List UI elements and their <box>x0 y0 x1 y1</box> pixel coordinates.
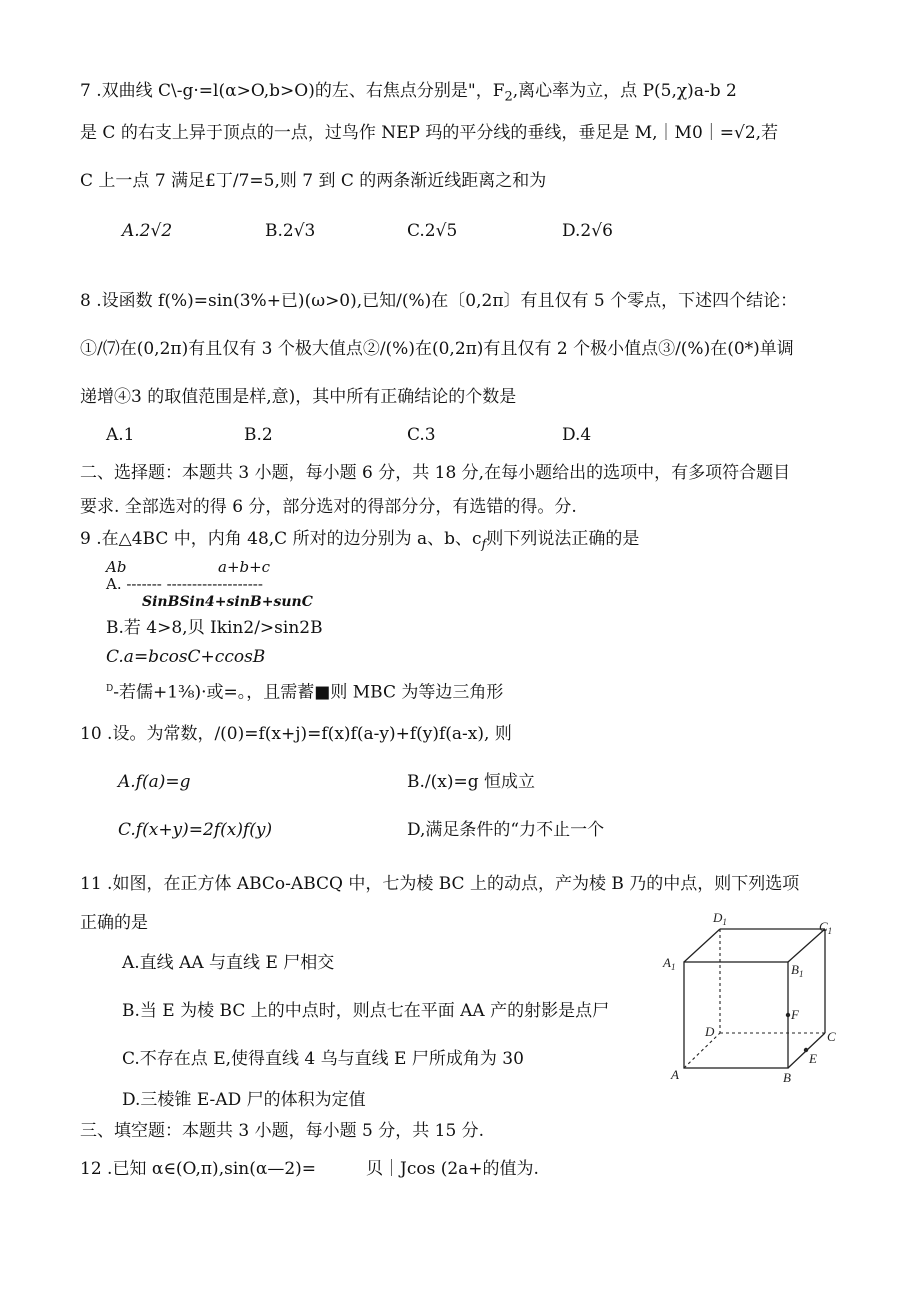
q10-stem: 10 .设。为常数，/(0)=f(x+j)=f(x)f(a-y)+f(y)f(a-x), 则 <box>80 724 512 744</box>
label-b1: $B_1$ <box>791 962 804 979</box>
q10-option-a: A.f(a)=g <box>118 772 191 792</box>
point-f <box>786 1013 790 1017</box>
label-d: D <box>705 1024 715 1039</box>
label-a1: $A_1$ <box>663 955 676 972</box>
label-a: A <box>671 1067 679 1082</box>
q10-option-b: B./(x)=g 恒成立 <box>407 772 536 792</box>
q8-option-a: A.1 <box>106 425 135 445</box>
q8-line2: ①/⑺在(0,2π)有且仅有 3 个极大值点②/(%)在(0,2π)有且仅有 2 个极小值点③/(%)在(0*)单调 <box>80 339 794 359</box>
q8-line3: 递增④3 的取值范围是样,意)，其中所有正确结论的个数是 <box>80 387 517 407</box>
q7-line3: C 上一点 7 满足£丁/7=5,则 7 到 C 的两条渐近线距离之和为 <box>80 171 547 191</box>
q8-option-c: C.3 <box>407 425 436 445</box>
q7-option-c: C.2√5 <box>407 221 458 241</box>
q10-option-c: C.f(x+y)=2f(x)f(y) <box>118 820 273 840</box>
q8-option-d: D.4 <box>562 425 592 445</box>
q12-stem: 12 .已知 α∈(O,π),sin(α—2)= <box>80 1159 317 1179</box>
q11-option-b: B.当 E 为棱 BC 上的中点时，则点七在平面 AA 产的射影是点尸 <box>122 1001 610 1021</box>
point-e <box>804 1048 808 1052</box>
hidden-edge-a-d <box>684 1033 720 1068</box>
q7-option-a: A.2√2 <box>122 221 173 241</box>
section2-line1: 二、选择题：本题共 3 小题，每小题 6 分，共 18 分,在每小题给出的选项中，有多项符合题目 <box>80 463 791 483</box>
q7-line1: 7 .双曲线 C\-g·=l(α>O,b>O)的左、右焦点分别是"，$F_2$,离心率为立，点 P(5,χ)a-b 2 <box>80 81 737 105</box>
label-d1: $D_1$ <box>713 910 727 927</box>
front-face <box>684 962 788 1068</box>
q8-option-b: B.2 <box>244 425 273 445</box>
edge-a1-d1 <box>684 929 720 962</box>
label-f: F <box>791 1007 799 1022</box>
section3-line1: 三、填空题：本题共 3 小题，每小题 5 分，共 15 分. <box>80 1121 485 1141</box>
q11-option-c: C.不存在点 E,使得直线 4 乌与直线 E 尸所成角为 30 <box>122 1049 524 1069</box>
label-e: E <box>809 1051 817 1066</box>
q11-option-d: D.三棱锥 E-AD 尸的体积为定值 <box>122 1090 366 1110</box>
q7-line2: 是 C 的右支上异于顶点的一点，过鸟作 NEP 玛的平分线的垂线，垂足是 M,｜M0｜=√2,若 <box>80 123 779 143</box>
label-c1: $C_1$ <box>819 919 833 936</box>
section2-line2: 要求. 全部选对的得 6 分，部分选对的得部分分，有选错的得。分. <box>80 497 577 517</box>
q9-option-b: B.若 4>8,贝 Ikin2/>sin2B <box>106 618 323 638</box>
q9-frac-line: A. ------- ------------------- <box>106 575 263 593</box>
q9-stem: 9 .在△4BC 中，内角 48,C 所对的边分别为 a、b、$c_f$则下列说法正确的是 <box>80 529 640 553</box>
label-c: C <box>827 1029 836 1044</box>
q9-option-c: C.a=bcosC+ccosB <box>106 647 266 667</box>
q12-stem-rest: 贝｜Jcos (2a+的值为. <box>366 1159 539 1179</box>
q7-option-d: D.2√6 <box>562 221 613 241</box>
q9-frac-top-left: Ab <box>106 558 127 576</box>
q11-line1: 11 .如图，在正方体 ABCo-ABCQ 中，七为棱 BC 上的动点，产为棱 B 乃的中点，则下列选项 <box>80 874 800 894</box>
cube-figure <box>655 905 845 1085</box>
q9-option-d: $^D$-若儒+1⅜)·或=。，且需蓄■则 MBC 为等边三角形 <box>106 682 504 703</box>
q11-option-a: A.直线 AA 与直线 E 尸相交 <box>122 953 335 973</box>
q8-line1: 8 .设函数 f(%)=sin(3%+已)(ω>0),已知/(%)在〔0,2π〕有且仅有 5 个零点，下述四个结论： <box>80 291 798 311</box>
q11-line2: 正确的是 <box>80 913 148 933</box>
q7-option-b: B.2√3 <box>265 221 316 241</box>
q10-option-d: D,满足条件的“力不止一个 <box>407 820 605 840</box>
label-b: B <box>783 1070 791 1085</box>
q9-frac-top-right: a+b+c <box>218 558 271 576</box>
q9-frac-bottom: SinBSin4+sinB+sunC <box>142 594 313 610</box>
